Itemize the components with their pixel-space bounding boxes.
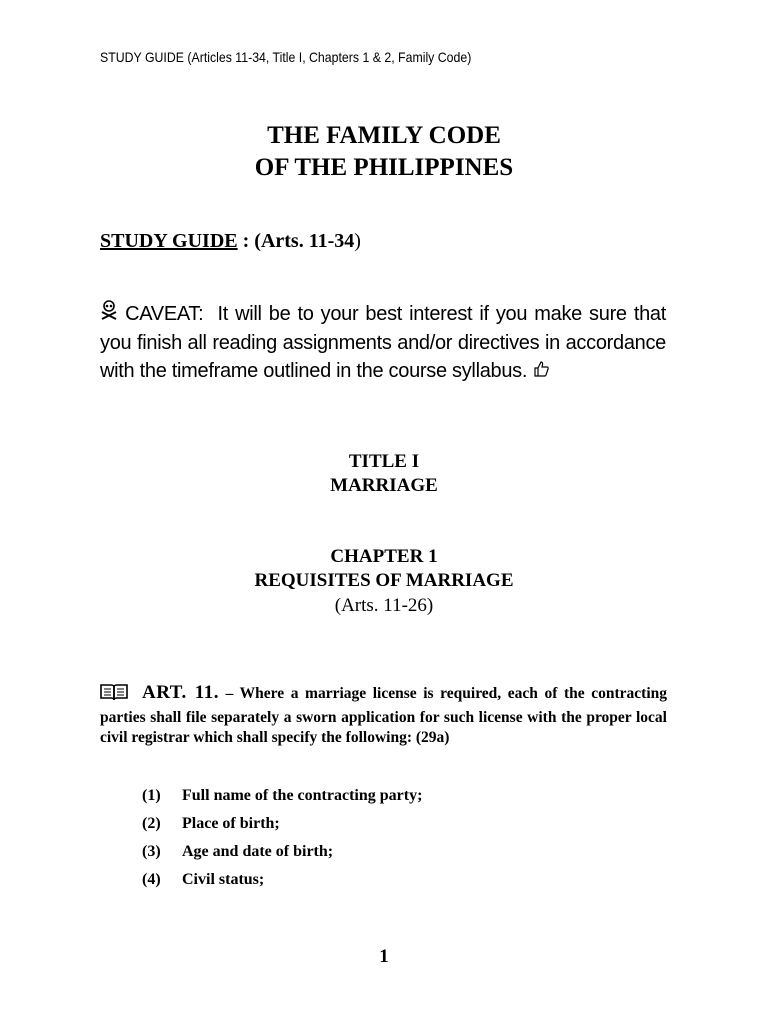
chapter-name: REQUISITES OF MARRIAGE [254, 570, 514, 591]
study-guide-range: Arts. 11-34 [260, 230, 355, 252]
title-name: MARRIAGE [330, 475, 438, 496]
title-line-2: OF THE PHILIPPINES [254, 154, 514, 181]
title-heading: TITLE I [348, 451, 420, 472]
article-number: ART. 11. [142, 682, 219, 703]
list-item-text: Place of birth; [182, 815, 280, 832]
caveat-label: CAVEAT: [125, 303, 204, 325]
list-item [142, 786, 422, 814]
thumbs-up-icon [532, 358, 550, 387]
chapter-articles: (Arts. 11-26) [334, 595, 434, 616]
page-number: 1 [379, 946, 389, 967]
article-11 [100, 683, 667, 749]
chapter-number: CHAPTER 1 [330, 546, 438, 567]
list-item-text: Full name of the contracting party; [182, 787, 423, 804]
study-guide-colon: : ( [237, 230, 261, 252]
list-item [142, 870, 422, 898]
list-item-number: (3) [142, 843, 161, 860]
list-item [142, 814, 422, 842]
requirements-list [142, 786, 422, 898]
list-item [142, 842, 422, 870]
study-guide-label: STUDY GUIDE [100, 230, 238, 252]
list-item-number: (1) [142, 787, 161, 804]
title-line-1: THE FAMILY CODE [267, 122, 501, 149]
list-item-text: Civil status; [182, 871, 265, 888]
caveat-text: It will be to your best interest if you make sure that you finish all reading assignments and/or directives in accordance with the timeframe outlined in the course syllabus. [100, 303, 666, 383]
list-item-number: (4) [142, 871, 161, 888]
document-title [0, 120, 768, 184]
running-header: STUDY GUIDE (Articles 11-34, Title I, Chapters 1 & 2, Family Code) [100, 49, 472, 65]
article-text: – Where a marriage license is required, each of the contracting parties shall file separately a sworn application for such license with the proper local civil registrar which shall specify the following: (29a) [100, 685, 667, 746]
skull-crossbones-icon [100, 300, 118, 329]
list-item-number: (2) [142, 815, 161, 832]
caveat-paragraph [100, 300, 666, 386]
study-guide-line [100, 230, 361, 253]
open-book-icon [100, 683, 128, 708]
list-item-text: Age and date of birth; [182, 843, 334, 860]
study-guide-close: ) [354, 230, 361, 252]
